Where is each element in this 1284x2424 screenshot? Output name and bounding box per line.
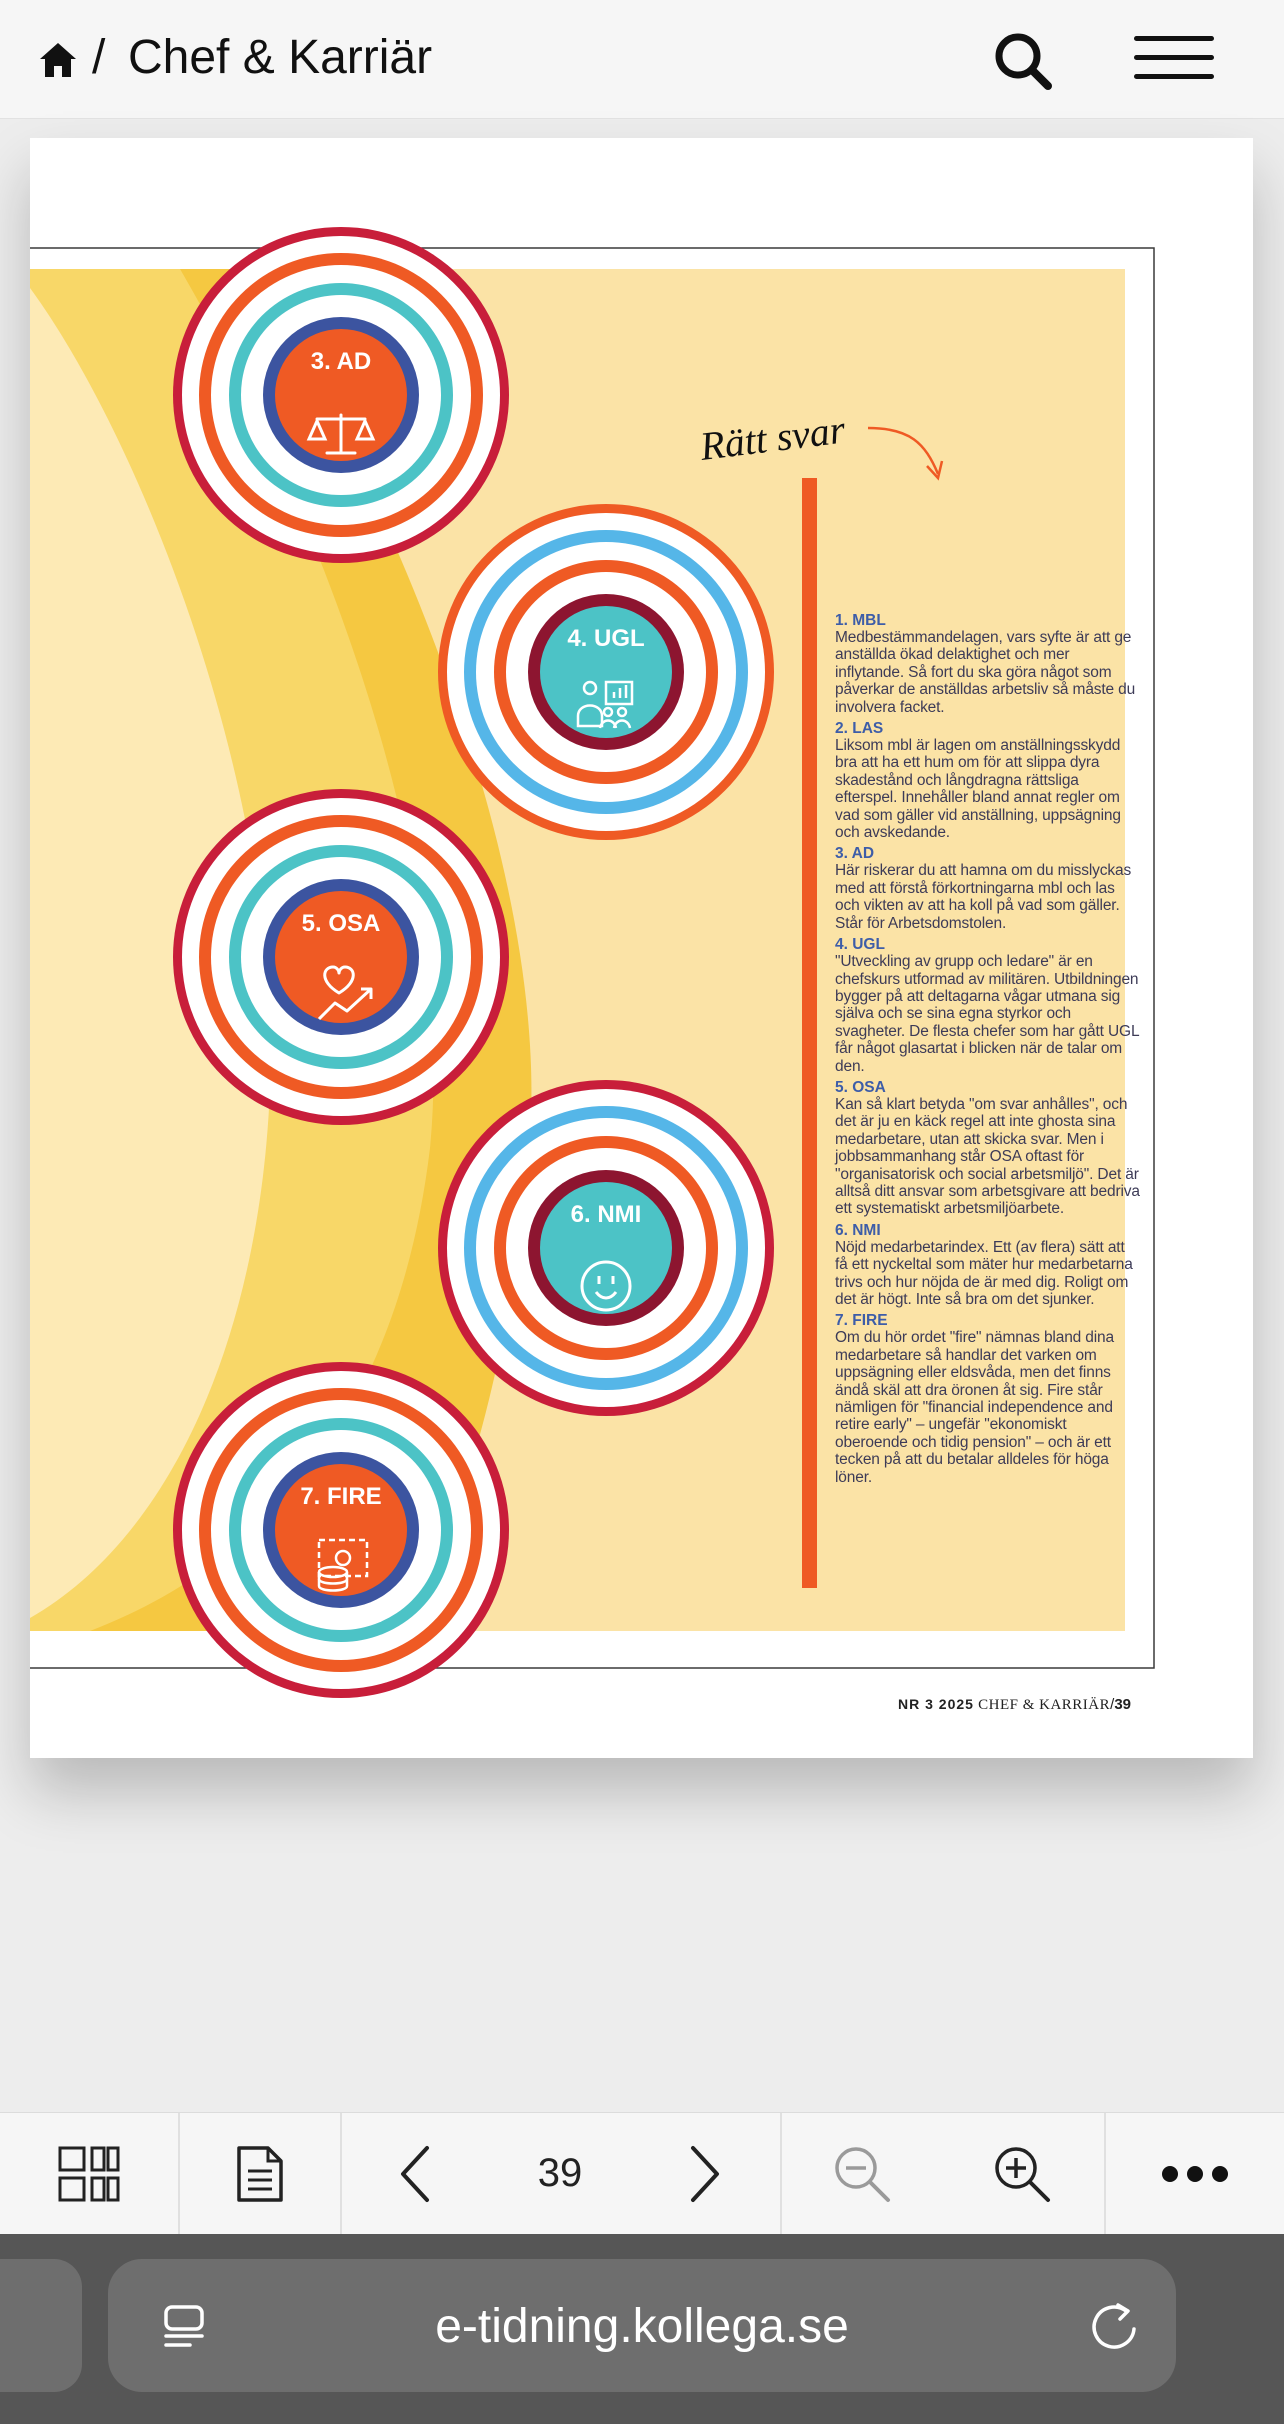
answer-text: Om du hör ordet "fire" nämnas bland dina medarbetare så handlar det varken om uppsägning eller eldsvåda, men det finns ändå skäl att dra öronen åt sig. Fire står nämligen för "financial independence and retire early" – ungefär "ekonomiskt oberoende och tidig pension" – och är ett tecken på att du betalar alldeles för höga löner. <box>835 1329 1114 1486</box>
answer-text: "Utveckling av grupp och ledare" är en chefskurs utformad av militären. Utbildningen bygger på att deltagarna vågar utmana sig själva och se sina egna styrkor och svagheter. De flesta chefer som har gått UGL får något glasartat i blicken när de talar om den. <box>835 953 1139 1075</box>
previous-page-button[interactable] <box>360 2113 470 2235</box>
target-ugl <box>438 504 774 840</box>
page-footer <box>898 1696 1131 1714</box>
target-label-ugl: 4. UGL <box>567 625 645 652</box>
toolbar-divider <box>340 2113 342 2235</box>
issue-number: NR 3 2025 <box>898 1696 974 1712</box>
target-label-nmi: 6. NMI <box>570 1201 642 1228</box>
answer-title: 1. MBL <box>835 612 886 629</box>
toolbar-divider <box>780 2113 782 2235</box>
answer-text: Kan så klart betyda "om svar anhålles", och det är ju en käck regel att inte ghosta sina medarbetare, utan att skicka svar. Men i jobbsammanhang står OSA oftast för "organisatorisk och social arbetsmiljö". Det är alltså ditt ansvar som arbetsgivare att bedriva ett systematiskt arbetsmiljöarbete. <box>835 1095 1140 1218</box>
url-text[interactable]: e-tidning.kollega.se <box>435 2300 849 2353</box>
menu-icon[interactable] <box>1132 34 1216 82</box>
document-icon <box>236 2145 284 2203</box>
answer-title: 3. AD <box>835 845 875 863</box>
previous-tab-stub[interactable] <box>0 2259 82 2392</box>
search-icon[interactable] <box>992 30 1054 92</box>
answer-text: Liksom mbl är lagen om anställningsskydd bra att ha ett hum om för att slippa dyra skadestånd och långdragna rättsliga efterspel. Innehåller bland annat regler om vad som gäller vid anställning, uppsägning och avskedande. <box>835 737 1121 842</box>
answer-text: Här riskerar du att hamna om du misslyckas med att förstå förkortningarna mbl och las och vikten av att ha koll på vad som gäller. Står för Arbetsdomstolen. <box>835 862 1132 932</box>
answer-title: 2. LAS <box>835 720 884 738</box>
target-fire <box>173 1362 509 1698</box>
breadcrumb-title[interactable]: Chef & Karriär <box>128 31 433 84</box>
address-bar[interactable] <box>108 2259 1176 2392</box>
target-ad <box>173 227 509 563</box>
target-label-fire: 7. FIRE <box>300 1483 382 1510</box>
target-label-ad: 3. AD <box>310 348 372 375</box>
grid-view-button[interactable] <box>0 2113 178 2235</box>
page-number: 39 <box>537 2151 583 2195</box>
footer-page-number: 39 <box>1114 1696 1131 1713</box>
target-osa <box>173 789 509 1125</box>
answer-text: Nöjd medarbetarindex. Ett (av flera) sätt att få ett nyckeltal som mäter hur medarbetarna trivs och hur nöjda de är med dig. Roligt om det är högt. Inte så bra om det sjunker. <box>835 1238 1133 1308</box>
answers-list <box>835 612 1140 1490</box>
chevron-left-icon <box>397 2145 433 2203</box>
home-icon[interactable] <box>38 40 78 80</box>
magazine-name: CHEF & KARRIÄR <box>978 1697 1111 1713</box>
zoom-out-button[interactable] <box>800 2113 924 2235</box>
next-page-button[interactable] <box>650 2113 760 2235</box>
page-view-button[interactable] <box>180 2113 340 2235</box>
target-label-osa: 5. OSA <box>301 910 381 937</box>
reader-toolbar <box>0 2112 1284 2235</box>
ellipsis-icon <box>1160 2164 1230 2184</box>
reload-icon[interactable] <box>1088 2299 1142 2353</box>
breadcrumb-separator: / <box>92 31 106 84</box>
target-nmi <box>438 1080 774 1416</box>
grid-icon <box>58 2146 120 2202</box>
footer-slash: / <box>1110 1696 1115 1713</box>
zoom-in-button[interactable] <box>960 2113 1084 2235</box>
zoom-in-icon <box>992 2144 1052 2204</box>
top-bar <box>0 0 1284 119</box>
magazine-page[interactable] <box>30 138 1253 1758</box>
zoom-out-icon <box>832 2144 892 2204</box>
answer-title: 6. NMI <box>835 1221 881 1239</box>
answer-text: Medbestämmandelagen, vars syfte är att ge anställda ökad delaktighet och mer inflytande. Så fort du ska göra något som påverkar de anställdas arbetsliv så måste du involvera facket. <box>835 629 1136 716</box>
more-button[interactable] <box>1106 2113 1284 2235</box>
chevron-right-icon <box>687 2145 723 2203</box>
answer-title: 4. UGL <box>835 936 885 954</box>
answer-title: 5. OSA <box>835 1078 886 1096</box>
answer-title: 7. FIRE <box>835 1312 888 1330</box>
browser-bottom-bar <box>0 2234 1284 2424</box>
answers-heading: Rätt svar <box>697 406 848 469</box>
